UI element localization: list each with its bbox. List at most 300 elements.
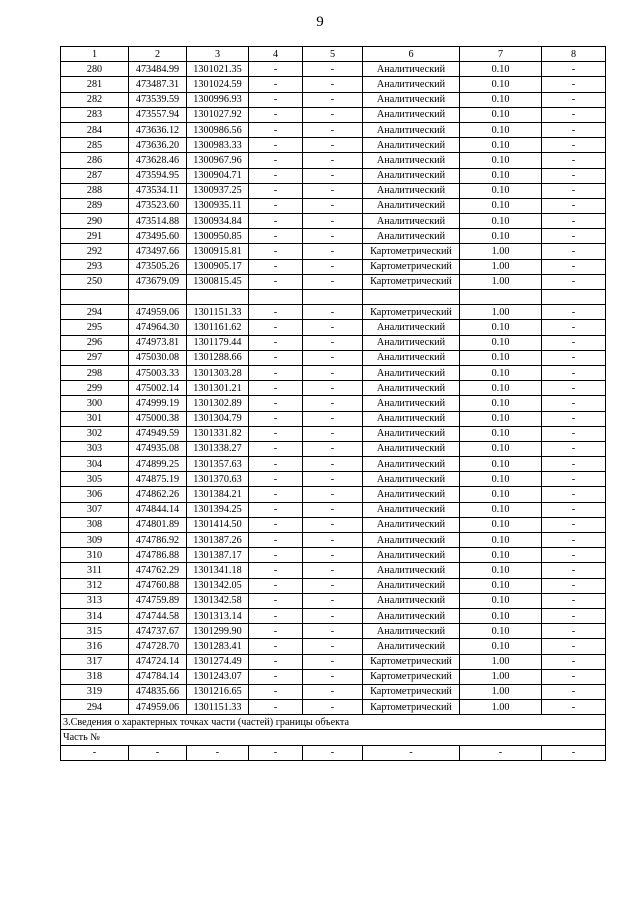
table-cell: 474973.81: [129, 335, 187, 350]
table-row: [61, 214, 606, 229]
table-cell: Аналитический: [363, 350, 460, 365]
table-cell: 293: [61, 259, 129, 274]
table-cell: 1301304.79: [187, 411, 249, 426]
table-cell: Аналитический: [363, 92, 460, 107]
table-row: [61, 396, 606, 411]
table-row: [61, 684, 606, 699]
table-row: [61, 305, 606, 320]
table-cell: 8: [542, 47, 606, 62]
table-cell: -: [249, 365, 303, 380]
table-cell: 473594.95: [129, 168, 187, 183]
table-cell: -: [249, 396, 303, 411]
table-cell: 1301288.66: [187, 350, 249, 365]
table-row: [61, 548, 606, 563]
table-cell: 7: [460, 47, 542, 62]
table-cell: -: [542, 244, 606, 259]
table-cell: -: [249, 198, 303, 213]
table-cell: Аналитический: [363, 153, 460, 168]
table-cell: -: [249, 669, 303, 684]
table-cell: -: [303, 578, 363, 593]
table-cell: 474835.66: [129, 684, 187, 699]
table-cell: -: [303, 365, 363, 380]
table-cell: -: [249, 472, 303, 487]
table-cell: 0.10: [460, 350, 542, 365]
table-cell: 0.10: [460, 365, 542, 380]
table-cell: 1300937.25: [187, 183, 249, 198]
table-cell: 1.00: [460, 684, 542, 699]
table-cell: 0.10: [460, 153, 542, 168]
table-cell: -: [249, 168, 303, 183]
table-cell: 284: [61, 122, 129, 137]
table-cell: -: [249, 487, 303, 502]
table-cell: -: [542, 593, 606, 608]
table-cell: Аналитический: [363, 229, 460, 244]
table-cell: -: [303, 122, 363, 137]
table-cell: -: [303, 107, 363, 122]
table-cell: -: [303, 441, 363, 456]
table-cell: -: [542, 639, 606, 654]
table-cell: Картометрический: [363, 684, 460, 699]
table-cell: -: [249, 533, 303, 548]
table-cell: -: [249, 654, 303, 669]
table-row: [61, 77, 606, 92]
table-cell: 1301301.21: [187, 381, 249, 396]
table-cell: -: [303, 533, 363, 548]
table-cell: 303: [61, 441, 129, 456]
table-cell: Картометрический: [363, 244, 460, 259]
table-cell: 313: [61, 593, 129, 608]
table-cell: 294: [61, 305, 129, 320]
table-cell: 0.10: [460, 441, 542, 456]
table-row: [61, 320, 606, 335]
table-cell: 282: [61, 92, 129, 107]
table-cell: 474875.19: [129, 472, 187, 487]
table-cell: -: [303, 381, 363, 396]
table-cell: -: [303, 259, 363, 274]
table-cell: -: [542, 396, 606, 411]
table-cell: 0.10: [460, 639, 542, 654]
table-cell: 1300950.85: [187, 229, 249, 244]
table-cell: 1301216.65: [187, 684, 249, 699]
table-cell: Аналитический: [363, 396, 460, 411]
table-cell: Аналитический: [363, 517, 460, 532]
table-cell: 474724.14: [129, 654, 187, 669]
table-cell: 312: [61, 578, 129, 593]
table-cell: -: [542, 457, 606, 472]
table-cell: 281: [61, 77, 129, 92]
table-cell: 1301302.89: [187, 396, 249, 411]
table-row: [61, 441, 606, 456]
table-cell: Картометрический: [363, 700, 460, 715]
table-cell: -: [542, 138, 606, 153]
table-cell: 0.10: [460, 624, 542, 639]
table-cell: 0.10: [460, 517, 542, 532]
table-cell: Аналитический: [363, 320, 460, 335]
table-cell: -: [542, 229, 606, 244]
table-row: [61, 411, 606, 426]
table-row: [61, 426, 606, 441]
table-cell: 0.10: [460, 168, 542, 183]
table-cell: 473679.09: [129, 274, 187, 289]
table-cell: 295: [61, 320, 129, 335]
table-row: [61, 624, 606, 639]
table-cell: 0.10: [460, 563, 542, 578]
table-cell: -: [249, 426, 303, 441]
part-number-label: Часть №: [61, 730, 606, 745]
table-cell: -: [460, 745, 542, 760]
table-cell: 318: [61, 669, 129, 684]
table-cell: 0.10: [460, 122, 542, 137]
table-cell: 0.10: [460, 138, 542, 153]
table-cell: -: [542, 198, 606, 213]
table-cell: -: [303, 669, 363, 684]
table-cell: -: [249, 350, 303, 365]
table-cell: -: [303, 624, 363, 639]
table-cell: 474959.06: [129, 700, 187, 715]
table-cell: 1301341.18: [187, 563, 249, 578]
table-cell: 474728.70: [129, 639, 187, 654]
table-cell: 473505.26: [129, 259, 187, 274]
table-cell: -: [303, 517, 363, 532]
table-row: [61, 593, 606, 608]
table-cell: 301: [61, 411, 129, 426]
table-cell: -: [249, 563, 303, 578]
table-cell: -: [303, 244, 363, 259]
table-cell: 475002.14: [129, 381, 187, 396]
table-cell: -: [542, 350, 606, 365]
table-cell: -: [542, 62, 606, 77]
table-cell: 474744.58: [129, 608, 187, 623]
table-cell: 474786.88: [129, 548, 187, 563]
table-cell: -: [303, 320, 363, 335]
table-cell: 1300905.17: [187, 259, 249, 274]
table-cell: -: [542, 274, 606, 289]
table-cell: 1301151.33: [187, 700, 249, 715]
table-cell: 474844.14: [129, 502, 187, 517]
table-cell: Картометрический: [363, 259, 460, 274]
table-cell: -: [542, 533, 606, 548]
table-cell: -: [303, 168, 363, 183]
table-cell: Аналитический: [363, 502, 460, 517]
table-cell-empty: [542, 290, 606, 305]
table-cell: 309: [61, 533, 129, 548]
table-row-empty: [61, 745, 606, 760]
table-cell: -: [249, 244, 303, 259]
table-cell: -: [249, 62, 303, 77]
table-cell: -: [249, 578, 303, 593]
table-cell: 473523.60: [129, 198, 187, 213]
table-cell: -: [249, 214, 303, 229]
table-cell: 474949.59: [129, 426, 187, 441]
table-cell: 1300915.81: [187, 244, 249, 259]
table-cell: -: [542, 411, 606, 426]
table-cell: -: [303, 608, 363, 623]
table-cell: -: [542, 426, 606, 441]
table-row: [61, 608, 606, 623]
table-cell: 291: [61, 229, 129, 244]
table-cell: 285: [61, 138, 129, 153]
table-cell: 1.00: [460, 259, 542, 274]
table-cell: -: [249, 122, 303, 137]
table-cell: Аналитический: [363, 122, 460, 137]
table-cell: Аналитический: [363, 624, 460, 639]
table-cell: -: [303, 350, 363, 365]
table-cell: 1301414.50: [187, 517, 249, 532]
table-cell: 0.10: [460, 198, 542, 213]
table-cell: Аналитический: [363, 441, 460, 456]
table-cell: -: [542, 335, 606, 350]
table-row: [61, 244, 606, 259]
table-cell: 1.00: [460, 305, 542, 320]
table-cell: -: [303, 229, 363, 244]
table-cell: 1301331.82: [187, 426, 249, 441]
table-cell: 1.00: [460, 654, 542, 669]
table-cell: 0.10: [460, 457, 542, 472]
table-row: [61, 122, 606, 137]
table-cell: -: [303, 684, 363, 699]
table-cell: 1300967.96: [187, 153, 249, 168]
table-cell: 0.10: [460, 411, 542, 426]
table-cell: 304: [61, 457, 129, 472]
table-cell: 2: [129, 47, 187, 62]
table-cell: 0.10: [460, 608, 542, 623]
table-cell: 0.10: [460, 335, 542, 350]
table-cell: 475003.33: [129, 365, 187, 380]
table-cell: -: [249, 229, 303, 244]
table-cell: 286: [61, 153, 129, 168]
table-cell-empty: [61, 290, 129, 305]
table-cell: Аналитический: [363, 138, 460, 153]
table-cell: 1300904.71: [187, 168, 249, 183]
table-cell: 1301161.62: [187, 320, 249, 335]
table-row: [61, 700, 606, 715]
table-cell: 1: [61, 47, 129, 62]
table-cell: -: [303, 654, 363, 669]
table-cell: 0.10: [460, 578, 542, 593]
table-cell: 0.10: [460, 62, 542, 77]
table-cell: -: [542, 669, 606, 684]
table-cell: 1.00: [460, 700, 542, 715]
table-cell: 289: [61, 198, 129, 213]
table-cell: -: [249, 183, 303, 198]
table-cell: 1300934.84: [187, 214, 249, 229]
table-cell: 0.10: [460, 77, 542, 92]
table-cell: -: [542, 472, 606, 487]
table-cell: 315: [61, 624, 129, 639]
table-row: [61, 533, 606, 548]
table-cell: 474964.30: [129, 320, 187, 335]
table-cell: 317: [61, 654, 129, 669]
table-cell: -: [249, 411, 303, 426]
table-cell: 0.10: [460, 229, 542, 244]
table-cell: 0.10: [460, 593, 542, 608]
table-cell: -: [249, 700, 303, 715]
table-cell: 287: [61, 168, 129, 183]
table-cell: -: [542, 122, 606, 137]
table-cell: 1300983.33: [187, 138, 249, 153]
table-cell: Аналитический: [363, 472, 460, 487]
table-cell: Аналитический: [363, 593, 460, 608]
table-cell: Аналитический: [363, 578, 460, 593]
table-cell: -: [542, 502, 606, 517]
table-cell: 1301342.05: [187, 578, 249, 593]
table-cell: -: [61, 745, 129, 760]
table-cell: 0.10: [460, 426, 542, 441]
table-cell: -: [249, 517, 303, 532]
table-cell: -: [303, 563, 363, 578]
table-cell-empty: [303, 290, 363, 305]
table-cell-empty: [129, 290, 187, 305]
table-cell: -: [542, 381, 606, 396]
table-cell: -: [303, 138, 363, 153]
table-cell: 292: [61, 244, 129, 259]
table-row: [61, 168, 606, 183]
table-cell: -: [542, 365, 606, 380]
table-cell: 474784.14: [129, 669, 187, 684]
table-cell: -: [542, 92, 606, 107]
table-cell: 310: [61, 548, 129, 563]
table-cell: 0.10: [460, 183, 542, 198]
table-cell: Аналитический: [363, 381, 460, 396]
table-cell: 475000.38: [129, 411, 187, 426]
table-cell: 294: [61, 700, 129, 715]
table-cell: 1301387.17: [187, 548, 249, 563]
table-cell: -: [542, 517, 606, 532]
table-cell: 4: [249, 47, 303, 62]
table-cell: 474762.29: [129, 563, 187, 578]
table-cell: Аналитический: [363, 487, 460, 502]
table-cell: 280: [61, 62, 129, 77]
table-cell: -: [249, 441, 303, 456]
table-row: [61, 229, 606, 244]
table-cell: 474801.89: [129, 517, 187, 532]
table-cell: Картометрический: [363, 669, 460, 684]
table-cell: 305: [61, 472, 129, 487]
table-cell: 475030.08: [129, 350, 187, 365]
table-cell: -: [303, 593, 363, 608]
table-cell: 1.00: [460, 669, 542, 684]
table-cell: 298: [61, 365, 129, 380]
table-cell: -: [542, 654, 606, 669]
table-cell: -: [303, 198, 363, 213]
table-row: [61, 183, 606, 198]
table-cell: 1301243.07: [187, 669, 249, 684]
table-cell: 6: [363, 47, 460, 62]
table-cell: -: [303, 472, 363, 487]
table-row: [61, 639, 606, 654]
table-cell: 0.10: [460, 472, 542, 487]
table-cell: -: [303, 183, 363, 198]
table-cell: Аналитический: [363, 457, 460, 472]
table-row: [61, 457, 606, 472]
table-cell: 0.10: [460, 548, 542, 563]
table-cell: 1300986.56: [187, 122, 249, 137]
page-number: 9: [316, 14, 324, 30]
table-cell: 1300815.45: [187, 274, 249, 289]
table-row: [61, 274, 606, 289]
table-cell: -: [303, 700, 363, 715]
table-cell: 0.10: [460, 533, 542, 548]
table-cell: -: [249, 502, 303, 517]
table-row: [61, 198, 606, 213]
table-cell: 1301151.33: [187, 305, 249, 320]
table-row: [61, 138, 606, 153]
table-cell: 473557.94: [129, 107, 187, 122]
table-cell: -: [249, 259, 303, 274]
table-cell: -: [542, 548, 606, 563]
table-cell: 473636.12: [129, 122, 187, 137]
table-cell: 299: [61, 381, 129, 396]
table-cell: 474759.89: [129, 593, 187, 608]
table-spacer-row: [61, 290, 606, 305]
table-cell: 474786.92: [129, 533, 187, 548]
table-cell: -: [303, 335, 363, 350]
table-cell: 316: [61, 639, 129, 654]
table-cell: -: [303, 153, 363, 168]
table-cell: -: [303, 62, 363, 77]
table-cell: 474862.26: [129, 487, 187, 502]
table-row: [61, 563, 606, 578]
table-cell: -: [249, 335, 303, 350]
table-row: [61, 335, 606, 350]
table-cell: Аналитический: [363, 335, 460, 350]
table-cell: 0.10: [460, 487, 542, 502]
table-cell: Аналитический: [363, 426, 460, 441]
table-cell: 473628.46: [129, 153, 187, 168]
table-cell: 0.10: [460, 320, 542, 335]
table-cell: 473484.99: [129, 62, 187, 77]
table-cell: Аналитический: [363, 411, 460, 426]
table-cell: 1301370.63: [187, 472, 249, 487]
table-cell: Аналитический: [363, 548, 460, 563]
table-cell: Аналитический: [363, 608, 460, 623]
table-header-row: [61, 47, 606, 62]
table-row: [61, 517, 606, 532]
table-cell-empty: [363, 290, 460, 305]
table-cell: 1301342.58: [187, 593, 249, 608]
table-cell: -: [303, 487, 363, 502]
table-cell: -: [249, 639, 303, 654]
table-cell: 0.10: [460, 381, 542, 396]
table-cell: 473495.60: [129, 229, 187, 244]
table-cell: 473539.59: [129, 92, 187, 107]
table-cell: -: [249, 320, 303, 335]
table-cell: -: [542, 320, 606, 335]
table-cell: -: [187, 745, 249, 760]
table-cell: -: [542, 578, 606, 593]
table-cell: -: [303, 426, 363, 441]
table-row: [61, 487, 606, 502]
table-cell: -: [303, 502, 363, 517]
table-cell: -: [542, 441, 606, 456]
table-row: [61, 472, 606, 487]
table-row: [61, 669, 606, 684]
table-cell: 473487.31: [129, 77, 187, 92]
table-cell: 288: [61, 183, 129, 198]
part-number-label-row: [61, 730, 606, 745]
table-cell: 0.10: [460, 214, 542, 229]
table-cell: 1301384.21: [187, 487, 249, 502]
table-cell: -: [303, 274, 363, 289]
table-cell: 297: [61, 350, 129, 365]
table-cell: -: [542, 700, 606, 715]
section-3-title-row: [61, 715, 606, 730]
table-row: [61, 107, 606, 122]
table-cell: 1301021.35: [187, 62, 249, 77]
table-cell: -: [249, 305, 303, 320]
table-cell: Аналитический: [363, 365, 460, 380]
table-cell: 1301303.28: [187, 365, 249, 380]
